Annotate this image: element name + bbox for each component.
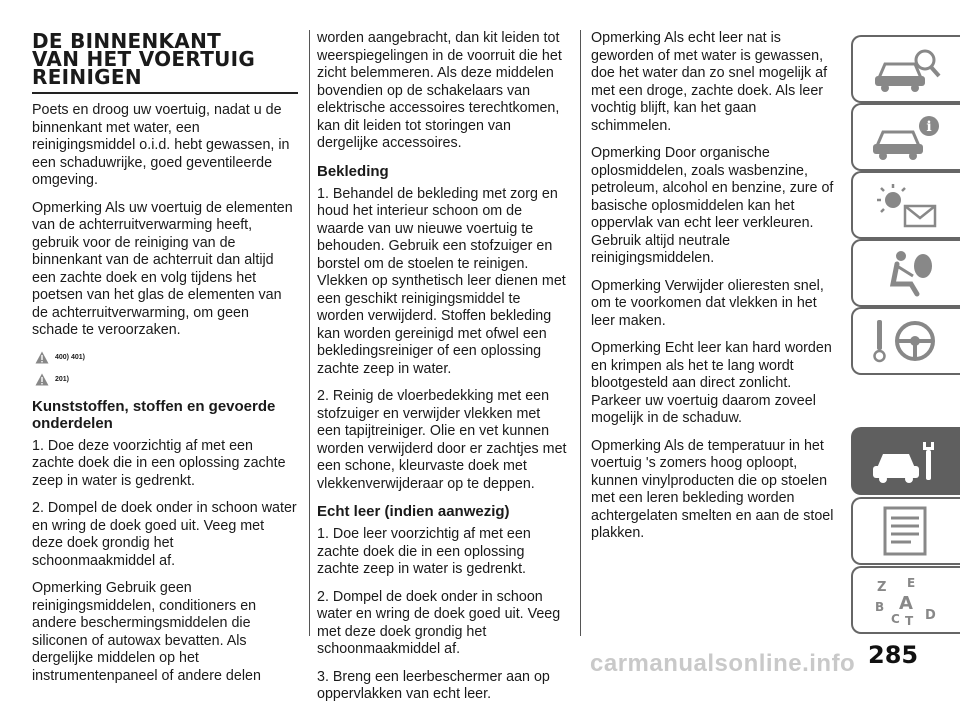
airbag-seat-icon xyxy=(867,246,947,300)
title-line-2: VAN HET VOERTUIG xyxy=(32,47,256,71)
svg-text:i: i xyxy=(925,119,932,135)
svg-text:C: C xyxy=(890,612,900,626)
paragraph: 2. Dompel de doek onder in schoon water en wring de doek goed uit. Veeg met deze doek grondig het schoonmaakmiddel af. xyxy=(32,500,297,569)
section-title xyxy=(32,29,298,89)
title-line-1: DE BINNENKANT xyxy=(32,29,222,53)
paragraph: 3. Breng een leerbeschermer aan op oppervlakken van echt leer. xyxy=(317,668,550,702)
tab-alphabet-index[interactable] xyxy=(851,566,960,634)
paragraph: Opmerking Als de temperatuur in het voertuig 's zomers hoog oploopt, kunnen vinylproducten die op stoelen met een leren bekleding worden achtergelaten smelten en aan de stoel plakken. xyxy=(591,437,834,541)
column-3 xyxy=(591,30,836,553)
paragraph: Opmerking Als uw voertuig de elementen van de achterruitverwarming heeft, gebruik voor de reiniging van de binnenkant van de achterruit dan altijd een zachte doek en volg tijdens het poetsen van het glas de elementen van de achterruitverwarming, om geen schade te veroorzaken. xyxy=(32,199,293,338)
car-info-icon xyxy=(867,110,947,164)
paragraph: worden aangebracht, dan kit leiden tot weerspiegelingen in de voorruit die het zicht belemmeren. Als deze middelen bovendien op de schakelaars van elektrische accessoires terechtkomen, kan dit leiden tot storingen van dergelijke accessoires. xyxy=(317,30,562,151)
tab-car-info[interactable] xyxy=(851,103,960,171)
paragraph: Opmerking Als echt leer nat is geworden of met water is gewassen, doe het water dan zo snel mogelijk af met een droge, zachte doek. Als leer vochtig blijft, kan het gaan schimmelen. xyxy=(591,30,828,134)
paragraph: 2. Dompel de doek onder in schoon water en wring de doek goed uit. Veeg met deze doek grondig het schoonmaakmiddel af. xyxy=(317,588,561,657)
subheading: Echt leer (indien aanwezig) xyxy=(317,503,510,520)
paragraph: 1. Behandel de bekleding met zorg en houd het interieur schoon om de waarde van uw nieuwe voertuig te behouden. Gebruik een stofzuiger en borstel om de stoelen te reinigen. Vlekken op synthetisch leer dienen met een geschikt reinigingsmiddel te worden verwijderd. Stoffen bekleding kan worden gereinigd met ofwel een bekledingsreiniger of een oplossing zachte zeep in water. xyxy=(317,185,566,377)
svg-text:A: A xyxy=(898,593,913,614)
tab-steering-wheel[interactable] xyxy=(851,307,960,375)
paragraph: Opmerking Echt leer kan hard worden en krimpen als het te lang wordt blootgesteld aan direct zonlicht. Parkeer uw voertuig daarom zoveel mogelijk in de schaduw. xyxy=(591,340,832,426)
car-wrench-icon xyxy=(867,434,947,488)
paragraph: Opmerking Gebruik geen reinigingsmiddelen, conditioners en andere beschermingsmiddelen die siliconen of autowax bevatten. Als dergelijke middelen op het instrumentenpaneel of andere delen xyxy=(32,580,261,684)
tab-checklist[interactable] xyxy=(851,497,960,565)
paragraph: 2. Reinig de vloerbedekking met een stofzuiger en verwijder vlekken met een tapijtreiniger. Olie en vet kunnen worden verwijderd door er zachtjes met een schone, kleurvaste doek met vlekkenverwijderaar op te deppen. xyxy=(317,388,567,492)
title-rule xyxy=(32,92,298,94)
svg-text:D: D xyxy=(924,608,936,623)
column-2 xyxy=(317,30,568,714)
caution-reference[interactable] xyxy=(35,372,298,388)
paragraph: Poets en droog uw voertuig, nadat u de binnenkant met water, een reinigingsmiddel o.i.d. hebt gewassen, in een schaduwrijke, goed geventileerde omgeving. xyxy=(32,102,290,188)
warning-triangle-icon xyxy=(35,351,49,364)
column-divider xyxy=(580,30,581,636)
column-divider xyxy=(309,30,310,636)
tab-car-wrench[interactable] xyxy=(851,427,960,495)
column-1 xyxy=(32,30,298,695)
paragraph: 1. Doe leer voorzichtig af met een zachte doek die in een oplossing zachte zeep in water is gedrenkt. xyxy=(317,526,531,577)
page-number: 285 xyxy=(868,641,919,669)
paragraph: 1. Doe deze voorzichtig af met een zachte doek die in een oplossing zachte zeep in water is gedrenkt. xyxy=(32,437,286,489)
tab-airbag-seat[interactable] xyxy=(851,239,960,307)
warning-reference[interactable] xyxy=(35,350,298,366)
svg-text:T: T xyxy=(904,614,913,627)
checklist-icon xyxy=(867,504,947,558)
title-line-3: REINIGEN xyxy=(32,65,142,89)
caution-reference-text: 201) xyxy=(55,376,70,383)
svg-text:Z: Z xyxy=(876,580,886,595)
svg-text:E: E xyxy=(906,576,915,590)
paragraph: Opmerking Door organische oplosmiddelen, zoals wasbenzine, petroleum, alcohol en benzine, zure of basische oplosmiddelen kan het oppervlak van echt leer verkleuren. Gebruik altijd neutrale reinigingsmiddelen. xyxy=(591,145,834,266)
warning-reference-text: 400) 401) xyxy=(55,354,85,361)
watermark: carmanualsonline.info xyxy=(590,650,856,677)
steering-wheel-icon xyxy=(867,314,947,368)
subheading: Bekleding xyxy=(317,162,389,180)
svg-text:B: B xyxy=(874,600,884,614)
alphabet-index-icon xyxy=(867,573,947,627)
car-search-icon xyxy=(867,42,947,96)
tab-car-search[interactable] xyxy=(851,35,960,103)
subheading: Kunststoffen, stoffen en gevoerde onderdelen xyxy=(32,397,276,432)
warning-lights-icon xyxy=(867,178,947,232)
caution-triangle-icon xyxy=(35,373,49,386)
paragraph: Opmerking Verwijder olieresten snel, om te voorkomen dat vlekken in het leer maken. xyxy=(591,277,824,329)
tab-warning-lights[interactable] xyxy=(851,171,960,239)
